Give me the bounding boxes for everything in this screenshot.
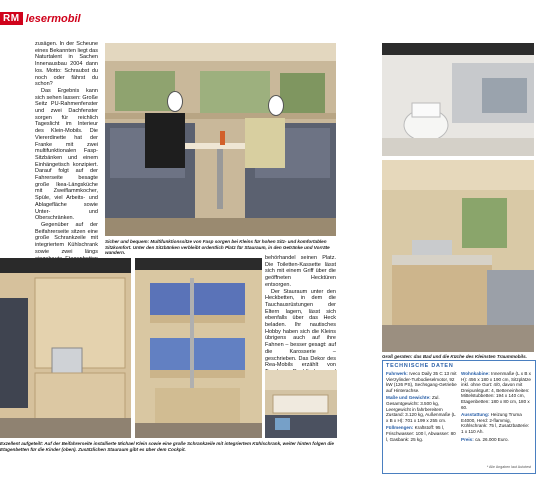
paragraph: Das Ergebnis kann sich sehen lassen: Große Seitz PU-Rahmenfenster und zwei Dachfenster sorgen für reichlich Tageslicht im Interieur des Klein-Mobils. Die Viererdinette hat der Franke mit zwei multifunktionalen Fasp-Sitzbänken und einem Einhängetisch konzipiert. Darauf folgt auf der Fahrerseite besagte große Ikea-Längsküche mit Zweiflammkocher, Spüle, viel Arbeits- und Ablagefläche sowie Unter- und Oberschränken. — [35, 87, 98, 222]
photo-dinette — [105, 43, 336, 236]
logo-lesermobil: lesermobil — [25, 12, 81, 25]
caption-kitchen: Groß geraten: das Bad und die Küche des Kleinsten Traummobils. — [382, 354, 527, 359]
blurred-face — [268, 95, 284, 116]
tech-row: Maße und Gewichte: Zul. Gesamtgewicht: 3.500 kg, Leergewicht in fahrbereitem Zustand: 3.120 kg, Außenmaße (L x B x H): 701 x 199 x 255 cm. — [386, 395, 456, 423]
article-column-1 — [35, 41, 98, 255]
tech-footnote: * Alle Angaben laut Autotest — [486, 465, 531, 469]
tech-row: Ausstattung: Heizung Truma E4000, Herd: 2-flammig, Kühlschrank: 75 l, Zusatzbatterie: 1 x 110 Ah. — [461, 412, 530, 434]
caption-dinette: Sicher und bequem: Multifunktionssitze von Fasp sorgen bei Kleins für hohen Sitz- und komfortablen Sitzkomfort. Unter den Sitzbänken verbleibt ordentlich Platz für Stauraum, in den Getränke und Vorräte wandern. — [105, 239, 330, 256]
magazine-logo — [0, 12, 81, 25]
photo-cockpit — [265, 370, 337, 438]
paragraph: behörhandel seinen Platz. Die Toiletten-Kassette lässt sich mit einem Griff über die geöffneten Hecktüren entsorgen. — [265, 255, 336, 288]
paragraph: Der Stauraum unter den Heckbetten, in dem die Tauchausrüstungen der Eltern lagern, lässt sich ebenfalls über das Heck beladen. Ihr nautisches Hobby haben sich die Kleins übrigens auch auf ihre Fahnen – besser gesagt: auf die Karosserie – geschrieben. Das Dekor des Rea-Mobils erzählt von — [265, 288, 336, 369]
tech-row: Fahrwerk: Iveco Daily 35 C 13 mit Vierzylinder-Turbodieselmotor, 92 kW (126 PS), Sechsgang-Getriebe auf Hinterachse. — [386, 371, 457, 393]
article-column-2 — [265, 255, 336, 369]
tech-column-right — [461, 371, 532, 444]
tech-row: Füllmengen: Kraftstoff: 95 l, Frischwasser: 100 l, Abwasser: 80 l, Gasbank: 25 kg. — [386, 425, 456, 442]
technical-data-title: TECHNISCHE DATEN — [386, 363, 454, 369]
photo-cabinets — [0, 258, 131, 438]
paragraph: zusägen. In der Scheune eines Bekannten liegt das Naturtalent in Sachen Innenausbau 2004 dann los. Motto: Schraubst du noch oder fährst du schon? — [35, 41, 98, 88]
photo-bunkbeds — [135, 258, 262, 438]
blurred-face — [167, 91, 183, 112]
logo-rm-badge: RM — [0, 12, 23, 25]
paragraph: Gegenüber auf der Beifahrerseite sitzen eine große Schrankzeile mit integriertem Kühlschrank sowie zwei längs — [35, 221, 98, 255]
technical-data-box — [382, 360, 536, 474]
photo-kitchen — [382, 160, 534, 352]
tech-column-left — [386, 371, 457, 444]
tech-row: Wohnkabine: Innenmaße (L x B x H): 456 x 180 x 190 cm, Sitzplätze inkl. ohne Gurt: 4/0, davon mit Dreipunktgurt: 4, Betteneinheiten: Mittelstubbetten: 194 x 140 cm, Etagenbetten: 180 x 80 cm, 180 x 60. — [461, 371, 531, 410]
tech-row: Preis: ca. 26.000 Euro. — [461, 436, 509, 442]
caption-cabinets: Exzellent aufgeteilt: Auf der Beifahrerseite installierte Michael Klein sowie eine große Schrankzeile mit integriertem Kühlschrank, weiter hinten folgen die Etagenbetten für die Kinder (oben). Zusätzlichen Stauraum gibt es über dem Cockpit. — [0, 441, 334, 452]
photo-bathroom — [382, 43, 534, 156]
